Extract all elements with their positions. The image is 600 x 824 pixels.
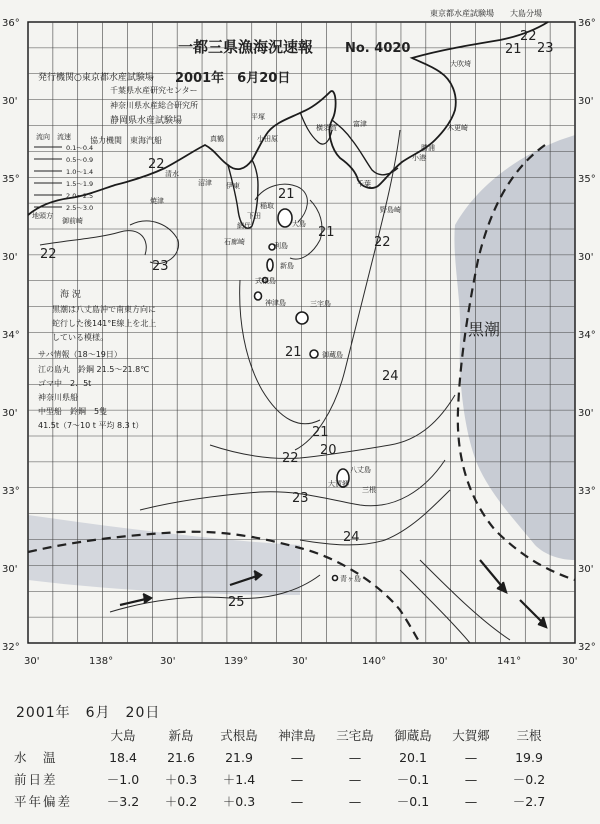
legend-row-label: 1.5～1.9 [66, 180, 94, 188]
miyakejima-island [296, 312, 308, 324]
kozushima-island [255, 292, 262, 300]
temperature-cell: －0.2 [512, 772, 546, 787]
row-label: 前日差 [14, 772, 58, 787]
notes-line: 黒潮は八丈島沖で南東方向に [52, 305, 156, 314]
legend-row-label: 0.1～0.4 [66, 144, 94, 152]
table-row [14, 746, 558, 768]
legend-row-label: 2.5～3.0 [66, 204, 94, 212]
latitude-label-right: 34° [578, 330, 596, 341]
temperature-cell: －0.1 [396, 772, 430, 787]
latitude-label-left: 30' [2, 252, 18, 263]
latitude-label-left: 30' [2, 408, 18, 419]
station-header: 式根島 [220, 728, 258, 743]
place-label: 大賀郷 [328, 480, 349, 488]
place-label: 三根 [362, 486, 376, 494]
place-label: 式根島 [255, 277, 276, 285]
table-row [14, 790, 558, 812]
temperature-cell: 19.9 [515, 749, 543, 765]
longitude-label: 30' [432, 656, 448, 667]
isotherm-22-central [295, 130, 400, 450]
place-label: 御蔵島 [322, 351, 343, 359]
fishing-heading: サバ情報（18～19日） [38, 350, 122, 359]
longitude-label: 30' [562, 656, 578, 667]
place-label: 青ヶ島 [340, 575, 361, 583]
place-label: 清水 [165, 170, 179, 178]
temperature-cell: — [464, 771, 478, 787]
place-label: 三宅島 [310, 300, 331, 308]
issue-date: 2001年 6月20日 [175, 71, 291, 86]
place-label: 小田原 [257, 135, 278, 143]
temperature-cell: — [348, 771, 362, 787]
temperature-cell: ＋0.3 [164, 772, 198, 787]
temperature-cell: — [290, 749, 304, 765]
isotherm-label: 21 [505, 42, 522, 57]
latitude-label-right: 30' [578, 96, 594, 107]
isotherm-label: 23 [152, 259, 169, 274]
isotherm-label: 21 [278, 187, 295, 202]
place-label: 勝浦 [421, 144, 435, 152]
longitude-label: 30' [24, 656, 40, 667]
latitude-label-right: 36° [578, 18, 596, 29]
place-label: 神津島 [265, 299, 286, 307]
latitude-labels-right [578, 18, 596, 653]
longitude-label: 138° [89, 656, 114, 667]
isotherm-label: 22 [520, 29, 537, 44]
longitude-label: 30' [292, 656, 308, 667]
place-label: 八丈島 [350, 466, 371, 474]
isotherm-label: 22 [374, 235, 391, 250]
isotherm-23-west [130, 221, 179, 264]
place-label: 網代 [237, 222, 251, 230]
fishing-line: 神奈川県船 [38, 393, 78, 402]
latitude-labels-left [2, 18, 20, 653]
isotherm-east-2 [400, 570, 470, 643]
isotherm-label: 22 [40, 247, 57, 262]
station-header: 神津島 [278, 728, 316, 743]
issuer-name: 千葉県水産研究センター [110, 86, 198, 95]
row-label: 水 温 [14, 750, 58, 765]
station-header: 三根 [516, 728, 542, 743]
temperature-cell: ＋0.3 [222, 794, 256, 809]
place-label: 真鶴 [210, 135, 224, 143]
temperature-cell: — [290, 793, 304, 809]
issue-number: No. 4020 [345, 41, 411, 56]
isotherm-label: 20 [320, 443, 337, 458]
isotherm-label: 22 [282, 451, 299, 466]
temperature-cell: — [348, 793, 362, 809]
longitude-label: 139° [224, 656, 249, 667]
temperature-cell: －3.2 [106, 794, 140, 809]
latitude-label-right: 33° [578, 486, 596, 497]
longitude-label: 30' [160, 656, 176, 667]
longitude-labels-bottom [24, 656, 577, 667]
top-right-note: 東京都水産試験場 大島分場 [430, 9, 542, 18]
legend-row-label: 0.5～0.9 [66, 156, 94, 164]
place-label: 新島 [280, 262, 294, 270]
temperature-cell: ＋1.4 [222, 772, 256, 787]
temperature-cell: －2.7 [512, 794, 546, 809]
latitude-label-right: 32° [578, 642, 596, 653]
latitude-label-left: 35° [2, 174, 20, 185]
place-label: 石廊崎 [224, 238, 245, 246]
place-label: 沼津 [198, 179, 212, 187]
fishing-line: 中型船 鈴鋼 5隻 [38, 407, 108, 416]
temperature-cell: — [348, 749, 362, 765]
station-header: 大島 [110, 728, 136, 743]
place-label: 大島 [292, 220, 306, 228]
isotherm-label: 21 [318, 225, 335, 240]
issuer-name: 神奈川県水産総合研究所 [110, 101, 198, 110]
isotherm-label: 21 [285, 345, 302, 360]
place-label: 焼津 [150, 197, 164, 205]
longitude-label: 141° [497, 656, 522, 667]
place-label: 利島 [274, 242, 288, 250]
isotherm-label: 24 [343, 530, 360, 545]
temperature-cell: — [464, 749, 478, 765]
temperature-cell: — [464, 793, 478, 809]
notes-line: している模様。 [52, 333, 108, 342]
place-label: 御前崎 [62, 217, 83, 225]
fishing-lines [38, 364, 149, 430]
place-label: 野島崎 [380, 206, 401, 214]
temperature-cell: 18.4 [109, 749, 137, 765]
place-label: 稲取 [260, 202, 274, 210]
issuer-name: 静岡県水産試験場 [110, 116, 183, 126]
place-label: 木更崎 [447, 124, 468, 132]
latitude-label-left: 30' [2, 564, 18, 575]
latitude-label-left: 30' [2, 96, 18, 107]
isotherm-label: 21 [312, 425, 329, 440]
place-label: 下田 [247, 212, 261, 220]
station-header: 大賀郷 [452, 728, 490, 743]
issuer-name: 発行機関○東京都水産試験場 [38, 73, 154, 83]
place-label: 伊東 [226, 182, 240, 190]
fishing-line: 江の島丸 鈴鋼 21.5～21.8℃ [38, 365, 150, 374]
latitude-label-right: 35° [578, 174, 596, 185]
mikurajima-island [310, 350, 318, 358]
latitude-label-right: 30' [578, 564, 594, 575]
latitude-label-right: 30' [578, 408, 594, 419]
isotherm-east-1 [420, 560, 510, 640]
temperature-cell: －1.0 [106, 772, 140, 787]
isotherm-24 [300, 490, 450, 545]
temperature-cell: －0.1 [396, 794, 430, 809]
legend-header: 流向 流速 [36, 133, 71, 141]
fishing-line: ゴマ中 2．5t [38, 379, 92, 388]
issuer-list [38, 71, 198, 126]
temperature-table [14, 724, 558, 812]
table-header-row [14, 724, 558, 746]
table-corner [14, 724, 94, 746]
latitude-label-left: 32° [2, 642, 20, 653]
isotherm-label: 22 [148, 157, 165, 172]
place-label: 千葉 [357, 180, 371, 188]
legend-row-label: 2.0～2.5 [66, 192, 94, 200]
fishing-line: 41.5t（7～10 t 平均 8.3 t） [38, 421, 144, 430]
isotherm-label: 24 [382, 369, 399, 384]
isotherm-label: 23 [537, 41, 554, 56]
niijima-island [267, 259, 273, 271]
legend-rows [66, 144, 93, 212]
boso-peninsula [332, 120, 398, 175]
bulletin-title: 一都三県漁海況速報 [178, 38, 314, 56]
notes-body [52, 304, 156, 342]
place-label: 地頭方 [32, 212, 53, 220]
table-row [14, 768, 558, 790]
row-label: 平年偏差 [14, 794, 73, 809]
latitude-label-right: 30' [578, 252, 594, 263]
latitude-label-left: 33° [2, 486, 20, 497]
isotherm-label: 25 [228, 595, 245, 610]
place-label: 富津 [353, 120, 367, 128]
kuroshio-label: 黒潮 [468, 320, 501, 339]
place-label: 平塚 [251, 113, 265, 121]
temperature-cell: 21.6 [167, 749, 195, 765]
isotherm-label: 23 [292, 491, 309, 506]
temperature-table-section [14, 700, 586, 820]
notes-line: 蛇行した後141°E線上を北上 [52, 319, 157, 328]
latitude-label-left: 36° [2, 18, 20, 29]
current-arrow [520, 600, 546, 627]
oshima-island [278, 209, 292, 227]
place-label: 大吹埼 [450, 60, 471, 68]
temperature-cell: ＋0.2 [164, 794, 198, 809]
temperature-cell: 21.9 [225, 749, 253, 765]
longitude-label: 140° [362, 656, 387, 667]
place-label: 小港 [412, 154, 426, 162]
temperature-cell: — [290, 771, 304, 787]
current-arrow [480, 560, 506, 592]
cooperation-line: 協力機関 東海汽船 [90, 136, 162, 145]
notes-heading: 海 況 [60, 290, 81, 300]
legend-row-label: 1.0～1.4 [66, 168, 94, 176]
station-header: 新島 [168, 728, 194, 743]
station-header: 御蔵島 [394, 728, 432, 743]
kuroshio-band-south [28, 515, 300, 595]
aogashima-island [333, 576, 338, 581]
temperature-cell: 20.1 [399, 749, 427, 765]
latitude-label-left: 34° [2, 330, 20, 341]
station-header: 三宅島 [336, 728, 374, 743]
table-date: 2001年 6月 20日 [16, 705, 161, 721]
place-label: 横須賀 [316, 124, 337, 132]
